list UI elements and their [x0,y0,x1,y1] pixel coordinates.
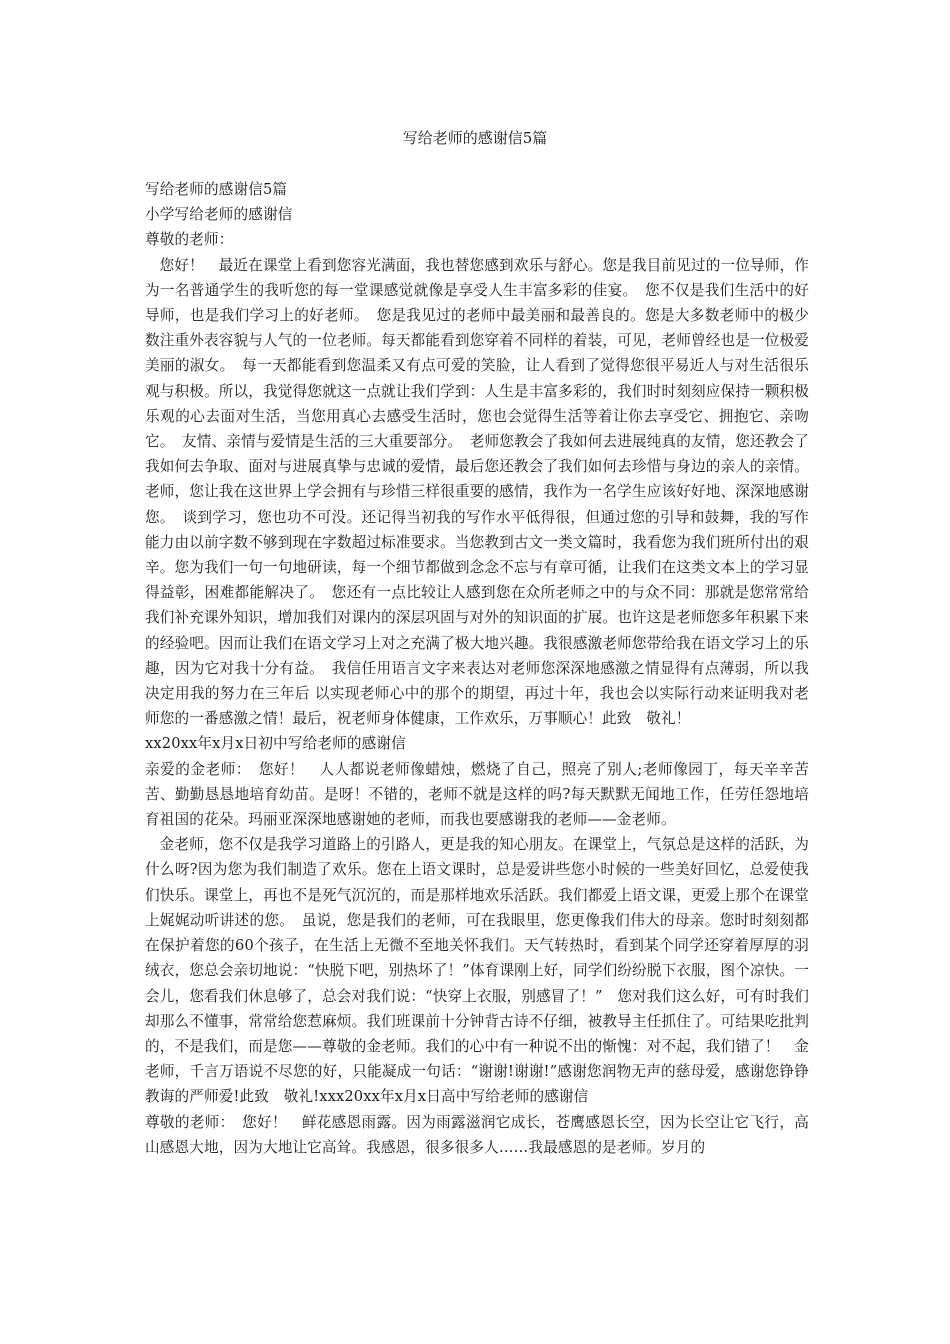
document-title: 写给老师的感谢信5篇 [402,129,548,147]
salutation: 尊敬的老师： [145,231,234,249]
section-heading: 写给老师的感谢信5篇 [145,181,288,198]
letter-body-paragraph: 尊敬的老师： 您好！ 鲜花感恩雨露。因为雨露滋润它成长，苍鹰感恩长空，因为长空让它飞行，高山感恩大地，因为大地让它高耸。我感恩，很多很多人……我最感恩的是老师。岁月的 [145,1113,809,1156]
letter-body-paragraph: 亲爱的金老师： 您好！ 人人都说老师像蜡烛，燃烧了自己，照亮了别人;老师像园丁，每天辛辛苦苦、勤勤恳恳地培育幼苗。是呀！不错的，老师不就是这样的吗?每天默默无闻地工作，任劳任怨地培育祖国的花朵。玛丽亚深深地感谢她的老师，而我也要感谢我的老师——金老师。 [145,760,809,829]
letter-heading: 小学写给老师的感谢信 [145,206,293,224]
document-body [145,177,809,1160]
letter-body-paragraph: 您好！ 最近在课堂上看到您容光满面，我也替您感到欢乐与舒心。您是我目前见过的一位导师，作为一名普通学生的我听您的每一堂课感觉就像是享受人生丰富多彩的佳宴。 您不仅是我们生活中的好导师，也是我们学习上的好老师。 您是我见过的老师中最美丽和最善良的。您是大多数老师中的极少数注重外表容貌与人气的一位老师。每天都能看到您穿着不同样的着装，可见，老师曾经也是一位极爱美丽的淑女。 每一天都能看到您温柔又有点可爱的笑脸，让人看到了觉得您很平易近人与对生活很乐观与积极。所以，我觉得您就这一点就让我们学到：人生是丰富多彩的，我们时时刻刻应保持一颗积极乐观的心去面对生活，当您用真心去感受生活时，您也会觉得生活等着让你去享受它、拥抱它、亲吻它。 友情、亲情与爱情是生活的三大重要部分。 老师您教会了我如何去进展纯真的友情，您还教会了我如何去争取、面对与进展真挚与忠诚的爱情，最后您还教会了我们如何去珍惜与身边的亲人的亲情。老师，您让我在这世界上学会拥有与珍惜三样很重要的感情，我作为一名学生应该好好地、深深地感谢您。 谈到学习，您也功不可没。还记得当初我的写作水平低得很，但通过您的引导和鼓舞，我的写作能力由以前字数不够到现在字数超过标准要求。当您教到古文一类文篇时，我看您为我们班所付出的艰辛。您为我们一句一句地研读，每一个细节都做到念念不忘与有章可循，让我们在这类文本上的学习显得益彰，困难都能解决了。 您还有一点比较让人感到您在众所老师之中的与众不同：那就是您常常给我们补充课外知识，增加我们对课内的深层巩固与对外的知识面的扩展。也许这是老师您多年积累下来的经验吧。因而让我们在语文学习上对之充满了极大地兴趣。我很感激老师您带给我在语文学习上的乐趣，因为它对我十分有益。 我信任用语言文字来表达对老师您深深地感激之情显得有点薄弱，所以我决定用我的努力在三年后 以实现老师心中的那个的期望，再过十年，我也会以实际行动来证明我对老师您的一番感激之情！最后，祝老师身体健康，工作欢乐，万事顺心！此致 敬礼！ [145,256,809,728]
letter-heading: xx20xx年x月x日初中写给老师的感谢信 [145,735,406,753]
letter-body-paragraph: 金老师，您不仅是我学习道路上的引路人，更是我的知心朋友。在课堂上，气氛总是这样的活跃，为什么呀?因为您为我们制造了欢乐。您在上语文课时，总是爱讲些您小时候的一些美好回忆，总爱使我们快乐。课堂上，再也不是死气沉沉的，而是那样地欢乐活跃。我们都爱上语文课，更爱上那个在课堂上娓娓动听讲述的您。 虽说，您是我们的老师，可在我眼里，您更像我们伟大的母亲。您时时刻刻都在保护着您的60个孩子，在生活上无微不至地关怀我们。天气转热时，看到某个同学还穿着厚厚的羽绒衣，您总会亲切地说：“快脱下吧，别热坏了！”体育课刚上好，同学们纷纷脱下衣服，图个凉快。一会儿，您看我们休息够了，总会对我们说：“快穿上衣服，别感冒了！” 您对我们这么好，可有时我们却那么不懂事，常常给您惹麻烦。我们班课前十分钟背古诗不仔细，被教导主任抓住了。可结果吃批判的，不是我们，而是您——尊敬的金老师。我们的心中有一种说不出的惭愧：对不起，我们错了！ 金老师，千言万语说不尽您的好，只能凝成一句话：“谢谢!谢谢!”感谢您润物无声的慈母爱，感谢您铮铮教诲的严师爱!此致 敬礼!xxx20xx年x月x日高中写给老师的感谢信 [145,836,809,1106]
